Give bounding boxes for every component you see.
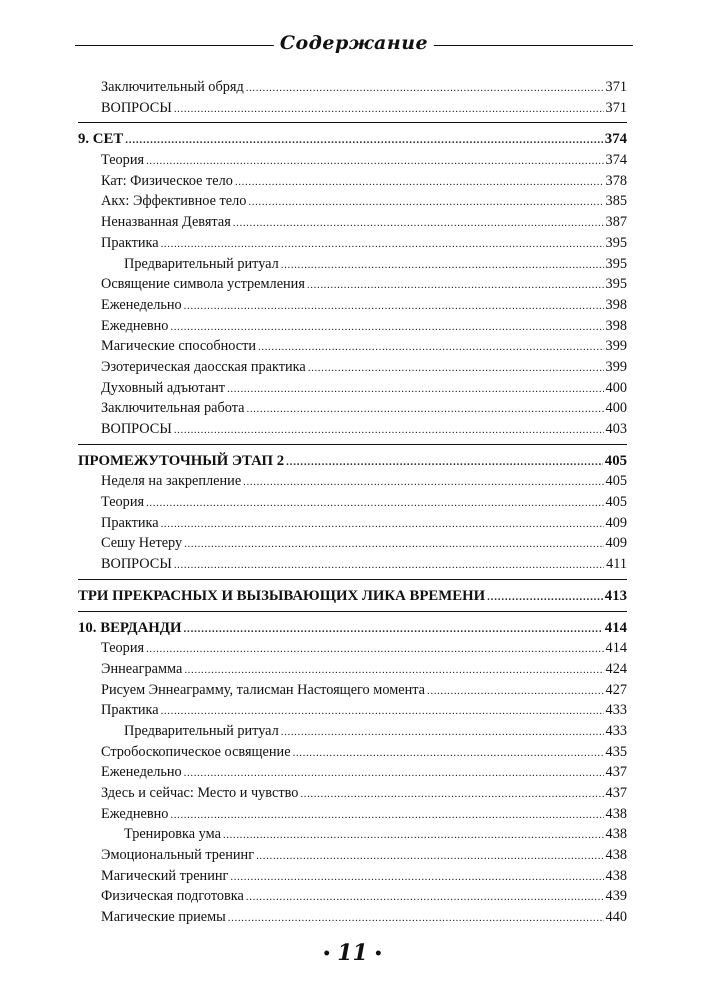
toc-entry-page-number: 399 <box>605 338 627 355</box>
toc-chapter-heading-page-number: 374 <box>604 131 627 148</box>
toc-entry-page-number: 385 <box>605 193 627 210</box>
dot-leader <box>256 846 603 867</box>
toc-entry-page-number: 371 <box>605 99 627 116</box>
toc-entry-label: Стробоскопическое освящение <box>101 743 291 760</box>
toc-entry-label: Ежедневно <box>101 317 169 334</box>
toc-entry-page-number: 398 <box>605 296 627 313</box>
toc-chapter-heading-page-number: 413 <box>604 587 627 604</box>
dot-leader <box>235 172 604 193</box>
toc-entry-page-number: 424 <box>605 660 627 677</box>
dot-leader <box>146 639 603 660</box>
toc-entry[interactable] <box>78 398 627 419</box>
toc-entry-page-number: 395 <box>605 255 627 272</box>
toc-entry-label: Еженедельно <box>101 764 182 781</box>
toc-entry-page-number: 409 <box>605 535 627 552</box>
toc-entry[interactable] <box>78 150 627 171</box>
toc-entry-label: Духовный адъютант <box>101 379 226 396</box>
dot-leader <box>243 472 603 493</box>
toc-chapter-heading-label: ПРОМЕЖУТОЧНЫЙ ЭТАП 2 <box>78 452 285 469</box>
dot-leader <box>246 399 603 420</box>
section-divider <box>78 579 627 580</box>
toc-entry[interactable] <box>78 471 627 492</box>
toc-chapter-heading-label: 10. ВЕРДАНДИ <box>78 619 182 636</box>
dot-leader <box>146 493 603 514</box>
toc-entry[interactable] <box>78 721 627 742</box>
toc-entry-page-number: 387 <box>605 214 627 231</box>
toc-entry[interactable] <box>78 659 627 680</box>
toc-entry-label: Кат: Физическое тело <box>101 172 233 189</box>
toc-entry-label: Магические способности <box>101 338 256 355</box>
toc-entry-label: Освящение символа устремления <box>101 276 305 293</box>
toc-entry-page-number: 427 <box>605 681 627 698</box>
toc-entry-label: Эзотерическая даосская практика <box>101 358 306 375</box>
toc-entry-page-number: 440 <box>605 909 627 926</box>
toc-entry-label: ВОПРОСЫ <box>101 99 172 116</box>
toc-entry-label: Еженедельно <box>101 296 182 313</box>
toc-entry-label: Неделя на закрепление <box>101 473 242 490</box>
toc-entry-page-number: 438 <box>605 867 627 884</box>
toc-entry-label: Практика <box>101 702 159 719</box>
toc-entry-page-number: 395 <box>605 276 627 293</box>
dot-leader <box>170 805 603 826</box>
toc-entry-page-number: 378 <box>605 172 627 189</box>
toc-entry[interactable] <box>78 824 627 845</box>
toc-entry[interactable] <box>78 554 627 575</box>
toc-entry-label: Заключительная работа <box>101 400 245 417</box>
dot-leader <box>184 763 604 784</box>
toc-chapter-heading-label: 9. СЕТ <box>78 131 124 148</box>
toc-entry-page-number: 437 <box>605 764 627 781</box>
toc-entry-label: Акх: Эффективное тело <box>101 193 247 210</box>
toc-entry[interactable] <box>78 783 627 804</box>
toc-entry-page-number: 400 <box>605 379 627 396</box>
dot-leader <box>246 887 604 908</box>
dot-leader <box>184 534 603 555</box>
toc-entry-page-number: 371 <box>605 79 627 95</box>
toc-entry-page-number: 395 <box>605 234 627 251</box>
toc-entry[interactable] <box>78 419 627 440</box>
dot-leader <box>246 78 604 99</box>
toc-entry[interactable] <box>78 638 627 659</box>
toc-entry[interactable] <box>78 295 627 316</box>
toc-entry-page-number: 433 <box>605 702 627 719</box>
toc-entry[interactable] <box>78 866 627 887</box>
dot-leader <box>258 337 604 358</box>
toc-entry[interactable] <box>78 762 627 783</box>
toc-entry-label: Тренировка ума <box>124 826 221 843</box>
toc-entry[interactable] <box>78 492 627 513</box>
toc-entry-page-number: 411 <box>606 556 627 573</box>
toc-chapter-heading[interactable] <box>78 586 627 607</box>
toc-entry-label: ВОПРОСЫ <box>101 556 172 573</box>
toc-entry-label: Рисуем Эннеаграмму, талисман Настоящего момента <box>101 681 426 698</box>
running-header <box>75 30 633 60</box>
toc-entry[interactable] <box>78 171 627 192</box>
toc-entry-page-number: 437 <box>605 785 627 801</box>
toc-entry-page-number: 433 <box>605 722 627 739</box>
toc-entry-page-number: 374 <box>605 152 627 169</box>
toc-entry-label: Практика <box>101 514 159 531</box>
toc-entry-label: Эмоциональный тренинг <box>101 847 255 864</box>
dot-leader <box>230 867 603 888</box>
dot-leader <box>281 255 604 276</box>
header-title: Содержание <box>274 32 434 54</box>
toc-entry-page-number: 409 <box>605 514 627 531</box>
dot-leader <box>183 619 602 640</box>
dot-leader <box>223 825 604 846</box>
toc-entry[interactable] <box>78 886 627 907</box>
toc-entry[interactable] <box>78 804 627 825</box>
dot-leader <box>487 587 603 608</box>
dot-leader <box>184 660 603 681</box>
toc-entry-page-number: 438 <box>605 847 627 864</box>
toc-entry[interactable] <box>78 513 627 534</box>
page-number: 11 <box>337 940 368 966</box>
dot-leader <box>174 420 604 441</box>
toc-entry-page-number: 414 <box>605 640 627 657</box>
dot-leader <box>300 784 603 805</box>
dot-leader <box>227 379 603 400</box>
dot-leader <box>228 908 604 929</box>
toc-entry-label: Предварительный ритуал <box>124 255 279 272</box>
page-footer <box>0 940 705 966</box>
dot-leader <box>307 275 604 296</box>
toc-entry[interactable] <box>78 336 627 357</box>
table-of-contents <box>78 77 627 928</box>
toc-entry[interactable] <box>78 274 627 295</box>
toc-entry[interactable] <box>78 378 627 399</box>
toc-entry-label: Теория <box>101 494 145 511</box>
toc-entry-label: Здесь и сейчас: Место и чувство <box>101 785 299 801</box>
dot-leader <box>174 99 604 120</box>
toc-entry-page-number: 405 <box>605 494 627 511</box>
toc-entry[interactable] <box>78 212 627 233</box>
toc-entry[interactable] <box>78 98 627 119</box>
toc-entry-page-number: 399 <box>605 358 627 375</box>
toc-chapter-heading-page-number: 405 <box>604 452 627 469</box>
toc-entry-label: Физическая подготовка <box>101 888 244 905</box>
toc-entry[interactable] <box>78 191 627 212</box>
toc-entry-label: Неназванная Девятая <box>101 214 231 231</box>
dot-leader <box>233 213 604 234</box>
dot-leader <box>286 452 603 473</box>
footer-dot-right: • <box>373 946 383 962</box>
dot-leader <box>308 358 604 379</box>
dot-leader <box>146 151 603 172</box>
dot-leader <box>161 514 604 535</box>
dot-leader <box>161 701 604 722</box>
toc-entry[interactable] <box>78 357 627 378</box>
toc-entry-page-number: 405 <box>605 473 627 490</box>
toc-chapter-heading[interactable] <box>78 129 627 150</box>
toc-entry[interactable] <box>78 700 627 721</box>
dot-leader <box>281 722 604 743</box>
toc-entry-label: Заключительный обряд <box>101 79 244 95</box>
dot-leader <box>174 555 604 576</box>
dot-leader <box>170 317 603 338</box>
toc-entry-label: Ежедневно <box>101 805 169 822</box>
toc-entry-label: Предварительный ритуал <box>124 722 279 739</box>
dot-leader <box>184 296 604 317</box>
section-divider <box>78 122 627 123</box>
toc-chapter-heading-page-number: 414 <box>604 619 627 636</box>
toc-entry-label: Магический тренинг <box>101 867 229 884</box>
toc-entry[interactable] <box>78 680 627 701</box>
toc-entry-label: Магические приемы <box>101 909 226 926</box>
toc-entry[interactable] <box>78 233 627 254</box>
toc-entry-page-number: 438 <box>605 805 627 822</box>
toc-entry-page-number: 400 <box>605 400 627 417</box>
section-divider <box>78 444 627 445</box>
toc-chapter-heading[interactable] <box>78 451 627 472</box>
toc-entry-label: Практика <box>101 234 159 251</box>
toc-entry[interactable] <box>78 533 627 554</box>
toc-entry[interactable] <box>78 316 627 337</box>
section-divider <box>78 611 627 612</box>
dot-leader <box>427 681 604 702</box>
footer-dot-left: • <box>322 946 332 962</box>
toc-entry-page-number: 439 <box>605 888 627 905</box>
toc-entry[interactable] <box>78 907 627 928</box>
dot-leader <box>125 130 603 151</box>
toc-entry-page-number: 398 <box>605 317 627 334</box>
toc-entry-label: Теория <box>101 640 145 657</box>
toc-entry[interactable] <box>78 254 627 275</box>
toc-entry[interactable] <box>78 742 627 763</box>
toc-entry-label: Сешу Нетеру <box>101 535 183 552</box>
toc-entry-page-number: 435 <box>605 743 627 760</box>
dot-leader <box>248 192 603 213</box>
toc-entry-page-number: 438 <box>605 826 627 843</box>
toc-entry-label: Теория <box>101 152 145 169</box>
toc-entry-label: Эннеаграмма <box>101 660 183 677</box>
toc-entry[interactable] <box>78 77 627 98</box>
dot-leader <box>293 743 604 764</box>
toc-entry-label: ВОПРОСЫ <box>101 421 172 437</box>
dot-leader <box>161 234 604 255</box>
toc-entry-page-number: 403 <box>605 421 627 437</box>
toc-chapter-heading-label: ТРИ ПРЕКРАСНЫХ И ВЫЗЫВАЮЩИХ ЛИКА ВРЕМЕНИ <box>78 587 486 604</box>
toc-chapter-heading[interactable] <box>78 618 627 639</box>
toc-entry[interactable] <box>78 845 627 866</box>
